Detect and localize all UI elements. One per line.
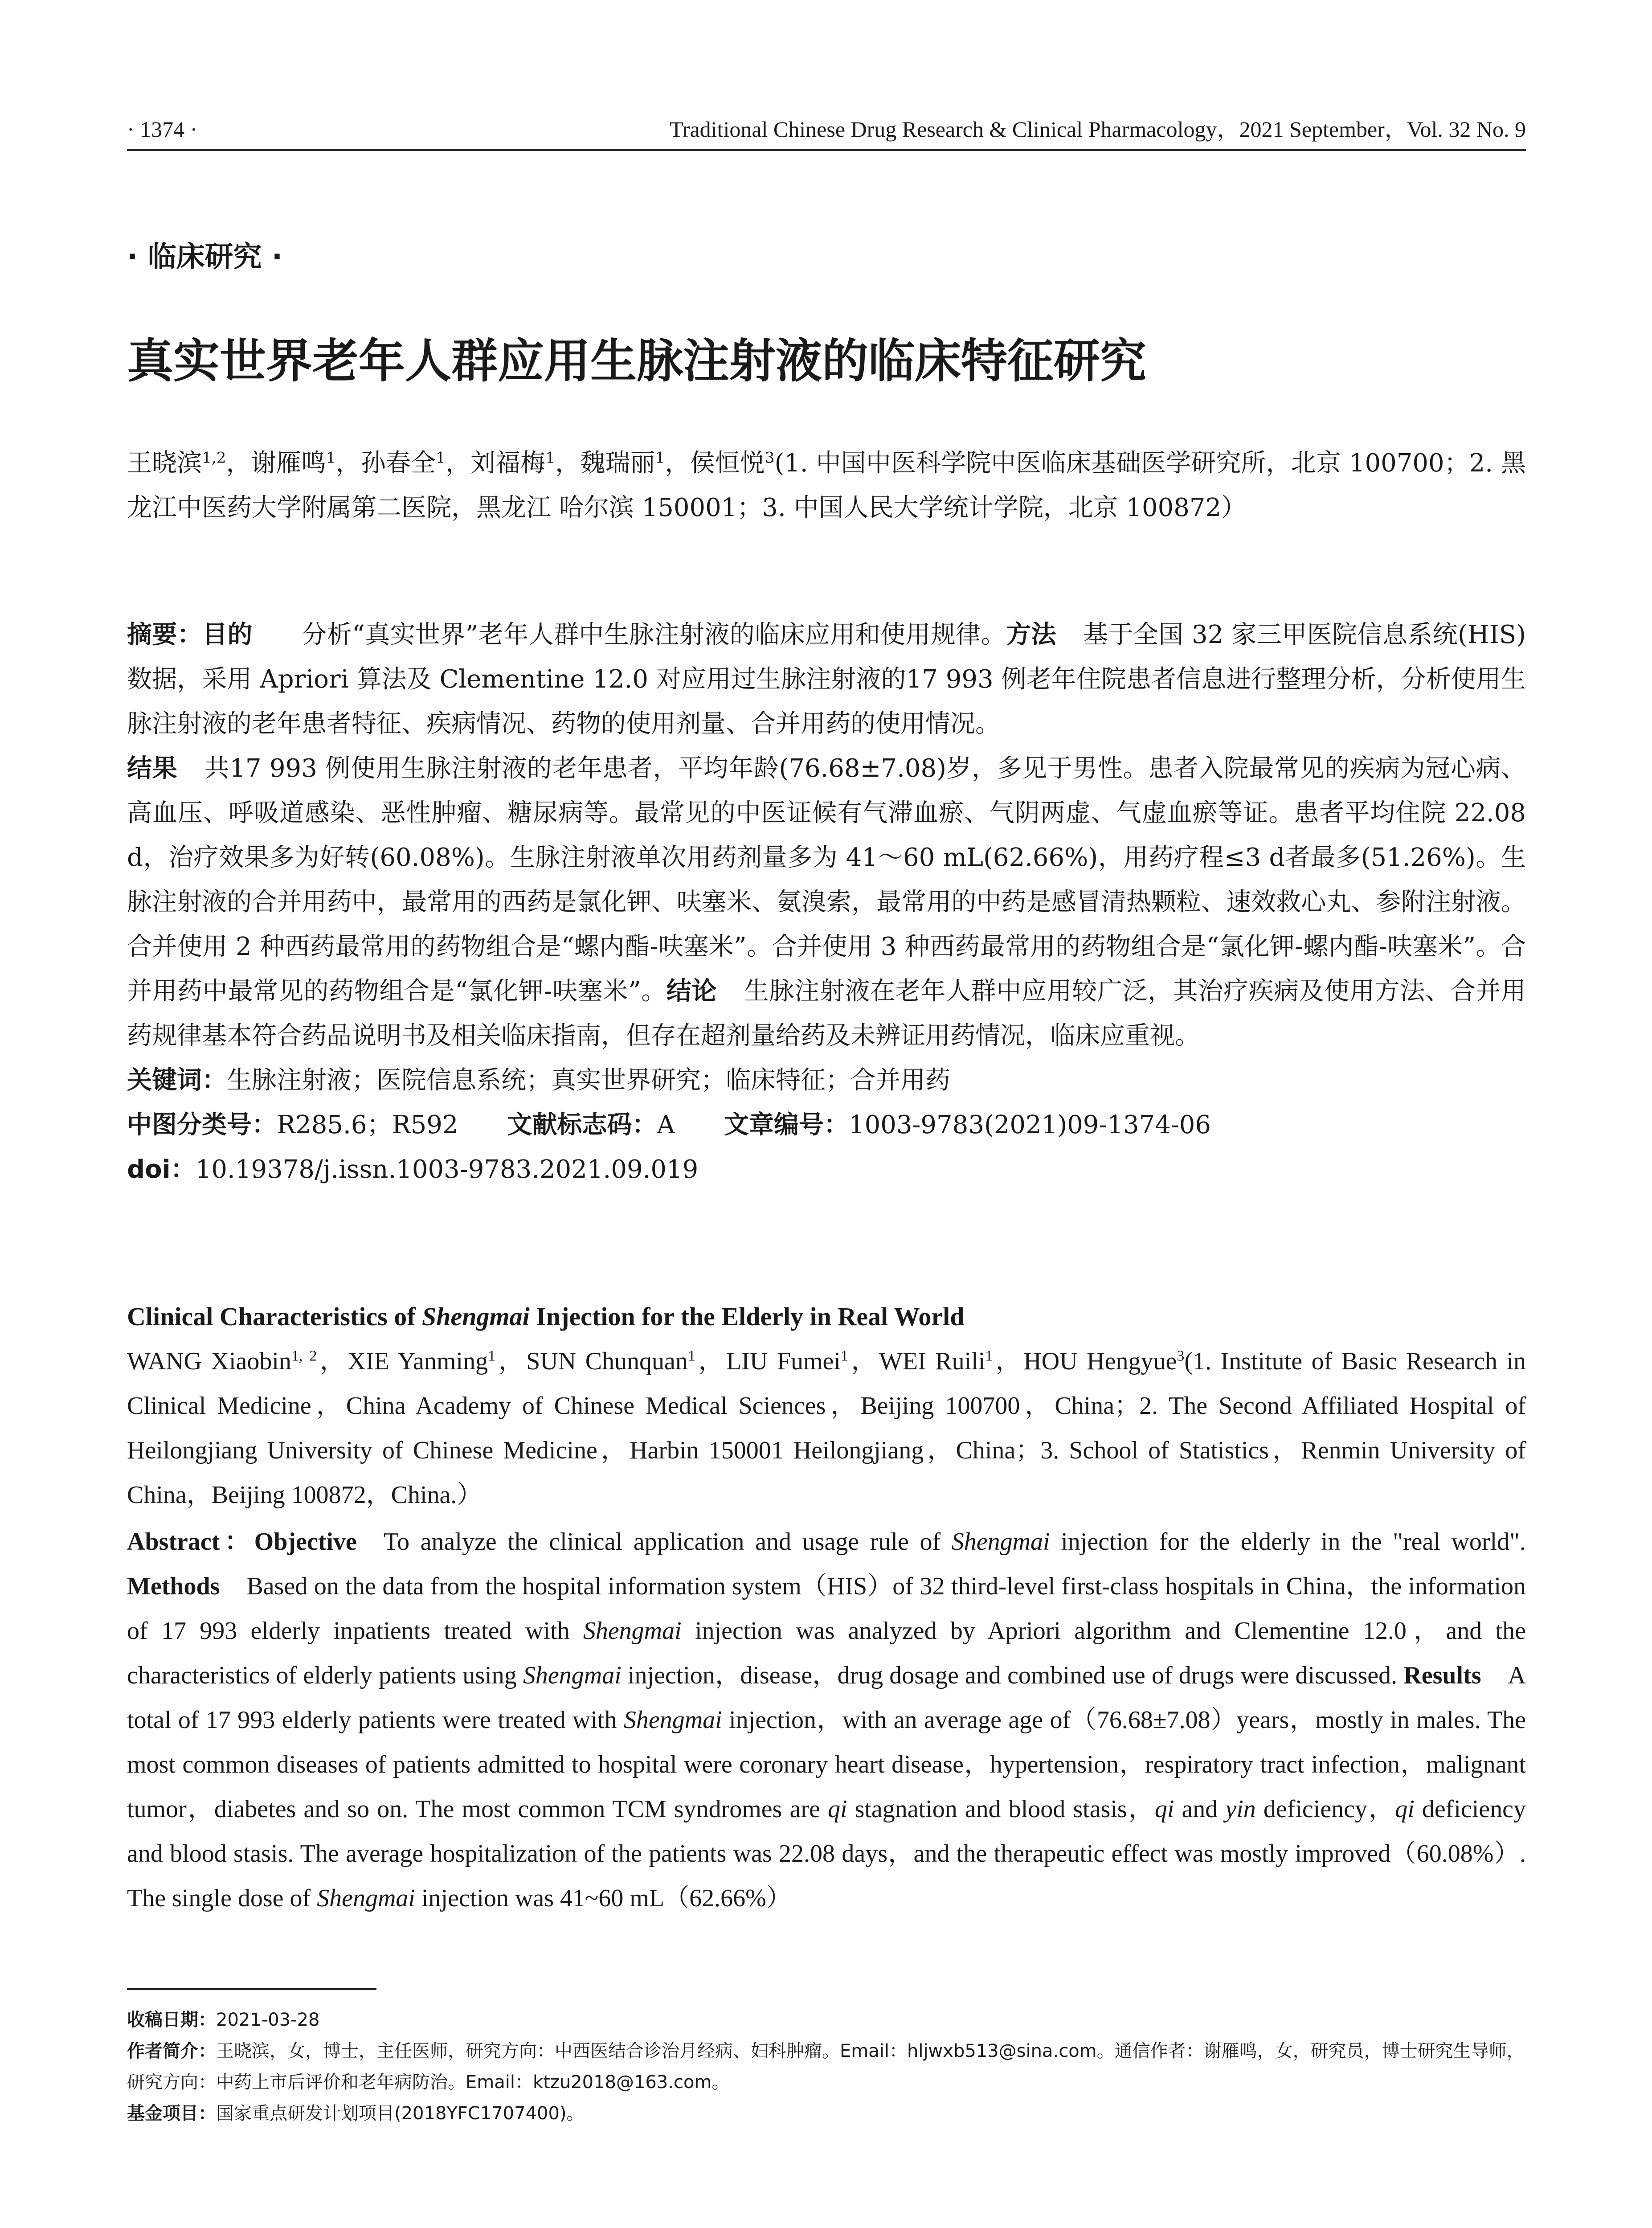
paper-title-en — [127, 1294, 1526, 1339]
abstract-en-text: deficiency， — [1255, 1795, 1395, 1823]
funding — [127, 2098, 1526, 2129]
funding-label: 基金项目： — [127, 2103, 216, 2124]
abstract-en-body — [127, 1519, 1526, 1921]
methods-text: 基于全国 32 家三甲医院信息系统(HIS)数据，采用 Apriori 算法及 Clementine 12.0 对应用过生脉注射液的17 993 例老年住院患者信息进行整理分析，分析使用生脉注射液的老年患者特征、疾病情况、药物的使用剂量、合并用药的使用情况。 — [127, 620, 1526, 738]
author-affiliation-mark: 1 — [687, 1347, 695, 1364]
abstract-en-text: injection，with an average age of（76.68±7.08）years，mostly in males. The most common diseases of patients admitted to hospital were coronary heart disease，hypertension，respiratory tract infection，malignant tumor，diabetes and so on. The most common TCM syndromes are — [127, 1706, 1526, 1823]
abstract-label: 摘要： — [127, 620, 203, 649]
keywords-line — [127, 1058, 1526, 1103]
author-name: ，HOU Hengyue — [993, 1347, 1177, 1375]
received-value: 2021-03-28 — [216, 2010, 320, 2030]
authors-en — [127, 1339, 1526, 1517]
abstract-en-text: injection was analyzed by Apriori algorithm and Clementine 12.0，and the characteristics of elderly patients using — [127, 1617, 1526, 1689]
footnote-divider — [127, 1988, 376, 1990]
title-en-part: Clinical Characteristics of — [127, 1302, 422, 1331]
abstract-en — [127, 1519, 1526, 1921]
author-affiliation-mark: 3 — [1177, 1347, 1185, 1364]
author-affiliation-mark: 1 — [488, 1347, 496, 1364]
clc-label: 中图分类号： — [127, 1110, 277, 1139]
keywords-label: 关键词： — [127, 1066, 227, 1095]
abstract-en-italic: Shengmai — [951, 1528, 1050, 1556]
abstract-en-italic: qi — [1154, 1795, 1174, 1823]
abstract-en-italic: Shengmai — [583, 1617, 682, 1645]
abstract-en-italic: qi — [827, 1795, 847, 1823]
journal-citation: Traditional Chinese Drug Research & Clinical Pharmacology，2021 September，Vol. 32 No. 9 — [670, 117, 1526, 142]
author-name: ，SUN Chunquan — [495, 1347, 688, 1375]
received-date — [127, 2004, 1526, 2036]
abstract-cn — [127, 613, 1526, 1192]
author-name: ，XIE Yanming — [317, 1347, 488, 1375]
page-number: · 1374 · — [127, 117, 198, 142]
author-name: ，谢雁鸣 — [226, 449, 326, 478]
running-header — [127, 114, 1526, 151]
author-affiliation-mark: 1, 2 — [291, 1347, 317, 1364]
abstract-en-text: A total of 17 993 elderly patients were treated with — [127, 1662, 1526, 1734]
author-affiliation-mark: 1 — [545, 449, 556, 467]
authors-cn — [127, 441, 1526, 530]
abstract-en-italic: yin — [1225, 1795, 1256, 1823]
article-no-label: 文章编号： — [724, 1110, 849, 1139]
author-affiliation-mark: 1 — [840, 1347, 848, 1364]
doc-code-value: A — [657, 1110, 675, 1139]
footnotes — [127, 2004, 1526, 2129]
objective-en-label: Objective — [254, 1528, 357, 1556]
doi-label: doi： — [127, 1155, 196, 1184]
article-no-value: 1003-9783(2021)09-1374-06 — [848, 1110, 1211, 1139]
abstract-en-italic: Shengmai — [317, 1884, 415, 1912]
author-name: ，孙春全 — [335, 449, 436, 478]
received-label: 收稿日期： — [127, 2010, 216, 2030]
author-affiliation-mark: 1 — [436, 449, 446, 467]
author-affiliation-mark: 1 — [655, 449, 665, 467]
author-affiliation-mark: 1 — [326, 449, 336, 467]
results-text: 共17 993 例使用生脉注射液的老年患者，平均年龄(76.68±7.08)岁，多见于男性。患者入院最常见的疾病为冠心病、高血压、呼吸道感染、恶性肿瘤、糖尿病等。最常见的中医证候有气滞血瘀、气阴两虚、气虚血瘀等证。患者平均住院 22.08 d，治疗效果多为好转(60.08%)。生脉注射液单次用药剂量多为 41～60 mL(62.66%)，用药疗程≤3 d者最多(51.26%)。生脉注射液的合并用药中，最常用的西药是氯化钾、呋塞米、氨溴索，最常用的中药是感冒清热颗粒、速效救心丸、参附注射液。合并使用 2 种西药最常用的药物组合是“螺内酯-呋塞米”。合并使用 3 种西药最常用的药物组合是“氯化钾-螺内酯-呋塞米”。合并用药中最常见的药物组合是“氯化钾-呋塞米”。 — [127, 754, 1526, 1006]
keywords-text: 生脉注射液；医院信息系统；真实世界研究；临床特征；合并用药 — [227, 1066, 950, 1095]
author-name: ，刘福梅 — [445, 449, 546, 478]
abstract-en-text: To analyze the clinical application and usage rule of — [383, 1528, 952, 1556]
author-affiliation-mark: 1 — [985, 1347, 993, 1364]
abstract-en-italic: Shengmai — [623, 1706, 722, 1734]
doi-value: 10.19378/j.issn.1003-9783.2021.09.019 — [195, 1155, 699, 1184]
methods-label: 方法 — [1006, 620, 1056, 649]
abstract-cn-body — [127, 613, 1526, 1058]
results-en-label: Results — [1403, 1662, 1481, 1689]
affiliations-cn: (1. 中国中医科学院中医临床基础医学研究所，北京 100700；2. 黑龙江中医药大学附属第二医院，黑龙江 哈尔滨 150001；3. 中国人民大学统计学院，北京 100872） — [127, 449, 1526, 522]
author-bio-label: 作者简介： — [127, 2041, 216, 2061]
author-bio-text: 王晓滨，女，博士，主任医师，研究方向：中西医结合诊治月经病、妇科肿瘤。Email：hljwxb513@sina.com。通信作者：谢雁鸣，女，研究员，博士研究生导师，研究方向：中药上市后评价和老年病防治。Email：ktzu2018@163.com。 — [127, 2041, 1525, 2093]
author-affiliation-mark: 1,2 — [202, 449, 226, 467]
funding-text: 国家重点研发计划项目(2018YFC1707400)。 — [216, 2103, 585, 2124]
author-bio — [127, 2036, 1526, 2098]
abstract-en-text: deficiency and blood stasis. The average hospitalization of the patients was 22.08 days，and the therapeutic effect was mostly improved（60.08%）. The single dose of — [127, 1795, 1526, 1912]
conclusion-label: 结论 — [666, 977, 717, 1006]
objective-label: 目的 — [202, 620, 253, 649]
abstract-en-text: injection was 41~60 mL（62.66%） — [415, 1884, 791, 1912]
author-name: ，魏瑞丽 — [555, 449, 655, 478]
abstract-en-label: Abstract： — [127, 1528, 254, 1556]
affiliations-en: (1. Institute of Basic Research in Clinical Medicine，China Academy of Chinese Medical Sciences，Beijing 100700，China；2. The Second Affiliated Hospital of Heilongjiang University of Chinese Medicine，Harbin 150001 Heilongjiang，China；3. School of Statistics，Renmin University of China，Beijing 100872，China.） — [127, 1347, 1526, 1509]
author-name: ，侯恒悦 — [665, 449, 765, 478]
author-name: ，LIU Fumei — [695, 1347, 841, 1375]
abstract-en-text: stagnation and blood stasis， — [847, 1795, 1155, 1823]
title-en-part: Injection for the Elderly in Real World — [529, 1302, 965, 1331]
author-name: ，WEI Ruili — [848, 1347, 985, 1375]
doi-line — [127, 1147, 1526, 1192]
author-name: 王晓滨 — [127, 449, 202, 478]
objective-text: 分析“真实世界”老年人群中生脉注射液的临床应用和使用规律。 — [301, 620, 1006, 649]
abstract-en-text: Based on the data from the hospital information system（HIS）of 32 third-level first-class hospitals in China，the information of 17 993 elderly inpatients treated with — [127, 1573, 1526, 1645]
title-en-italic: Shengmai — [422, 1302, 530, 1331]
clc-value: R285.6；R592 — [277, 1110, 458, 1139]
methods-en-label: Methods — [127, 1573, 220, 1600]
paper-title-cn: 真实世界老年人群应用生脉注射液的临床特征研究 — [127, 334, 1147, 388]
conclusion-text: 生脉注射液在老年人群中应用较广泛，其治疗疾病及使用方法、合并用药规律基本符合药品说明书及相关临床指南，但存在超剂量给药及未辨证用药情况，临床应重视。 — [127, 977, 1526, 1050]
doc-code-label: 文献标志码： — [507, 1110, 657, 1139]
abstract-en-italic: qi — [1395, 1795, 1415, 1823]
classification-line — [127, 1103, 1526, 1147]
author-name: WANG Xiaobin — [127, 1347, 291, 1375]
abstract-en-italic: Shengmai — [523, 1662, 622, 1689]
abstract-en-text: injection，disease，drug dosage and combined use of drugs were discussed. — [621, 1662, 1404, 1689]
abstract-en-text: injection for the elderly in the "real world". — [1050, 1528, 1526, 1556]
results-label: 结果 — [127, 754, 178, 783]
author-affiliation-mark: 3 — [765, 449, 775, 467]
abstract-en-text: and — [1174, 1795, 1226, 1823]
section-label: · 临床研究 · — [127, 241, 283, 274]
